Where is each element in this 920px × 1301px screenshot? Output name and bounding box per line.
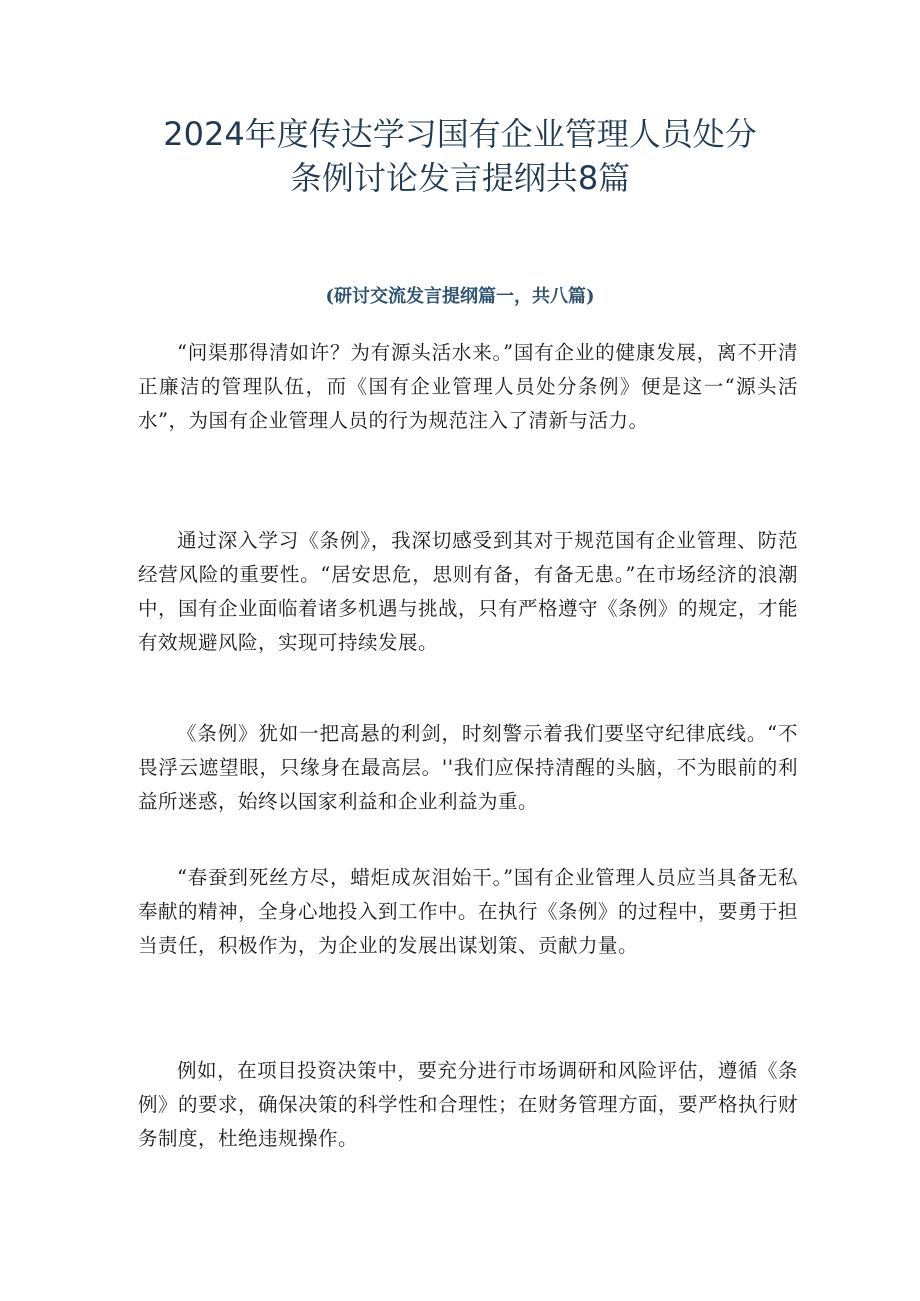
document-title-line-2: 条例讨论发言提纲共8篇 bbox=[289, 159, 631, 197]
paragraph-3: 《条例》犹如一把高悬的利剑，时刻警示着我们要坚守纪律底线。“不畏浮云遮望眼，只缘身在最高层。''我们应保持清醒的头脑，不为眼前的利益所迷惑，始终以国家利益和企业利益为重。 bbox=[138, 722, 798, 813]
paragraph-2: 通过深入学习《条例》，我深切感受到其对于规范国有企业管理、防范经营风险的重要性。“居安思危，思则有备，有备无患。”在市场经济的浪潮中，国有企业面临着诸多机遇与挑战，只有严格遵守《条例》的规定，才能有效规避风险，实现可持续发展。 bbox=[138, 529, 799, 654]
paragraph-1: “问渠那得清如许？为有源头活水来。”国有企业的健康发展，离不开清正廉洁的管理队伍，而《国有企业管理人员处分条例》便是这一“源头活水”，为国有企业管理人员的行为规范注入了清新与活力。 bbox=[138, 341, 798, 432]
document-title-line-1: 2024年度传达学习国有企业管理人员处分 bbox=[163, 115, 757, 153]
paragraph-5: 例如，在项目投资决策中，要充分进行市场调研和风险评估，遵循《条例》的要求，确保决策的科学性和合理性；在财务管理方面，要严格执行财务制度，杜绝违规操作。 bbox=[138, 1059, 799, 1150]
paragraph-4: “春蚕到死丝方尽，蜡炬成灰泪始干。”国有企业管理人员应当具备无私奉献的精神，全身心地投入到工作中。在执行《条例》的过程中，要勇于担当责任，积极作为，为企业的发展出谋划策、贡献力量。 bbox=[138, 866, 799, 957]
section-subtitle: (研讨交流发言提纲篇一，共八篇) bbox=[325, 286, 595, 307]
